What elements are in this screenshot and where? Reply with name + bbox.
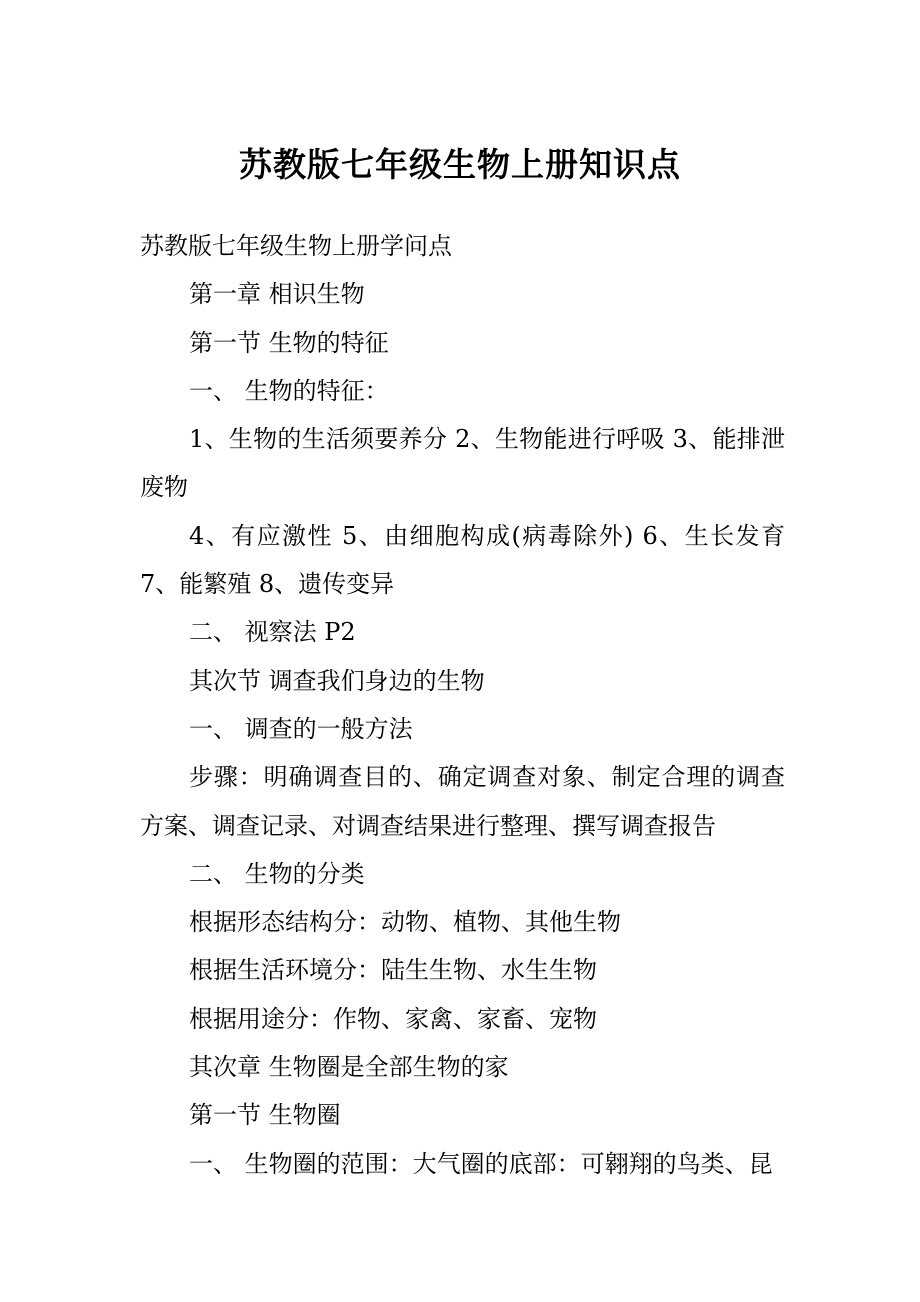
paragraph: 一、 生物圈的范围：大气圈的底部：可翱翔的鸟类、昆 <box>189 1149 773 1178</box>
list-heading: 二、 生物的分类 <box>189 859 365 888</box>
paragraph: 步骤：明确调查目的、确定调查对象、制定合理的调查方案、调查记录、对调查结果进行整理、撰写调查报告 <box>140 763 785 840</box>
section-heading: 第一节 生物的特征 <box>189 328 389 357</box>
paragraph: 4、有应激性 5、由细胞构成(病毒除外) 6、生长发育 7、能繁殖 8、遗传变异 <box>140 521 785 599</box>
paragraph: 根据生活环境分：陆生生物、水生生物 <box>189 956 597 985</box>
chapter-heading: 第一章 相识生物 <box>189 280 365 309</box>
section-heading: 其次节 调查我们身边的生物 <box>189 666 485 695</box>
document-title: 苏教版七年级生物上册知识点 <box>239 145 681 184</box>
document-body <box>140 222 785 1188</box>
paragraph: 根据形态结构分：动物、植物、其他生物 <box>189 908 621 937</box>
paragraph: 1、生物的生活须要养分 2、生物能进行呼吸 3、能排泄废物 <box>140 425 785 502</box>
list-heading: 一、 调查的一般方法 <box>189 714 413 743</box>
section-heading: 第一节 生物圈 <box>189 1101 341 1130</box>
chapter-heading: 其次章 生物圈是全部生物的家 <box>189 1053 509 1082</box>
paragraph: 根据用途分：作物、家禽、家畜、宠物 <box>189 1004 597 1033</box>
paragraph-intro: 苏教版七年级生物上册学问点 <box>140 232 452 260</box>
list-heading: 二、 视察法 P2 <box>189 618 356 647</box>
list-heading: 一、 生物的特征： <box>189 376 389 405</box>
